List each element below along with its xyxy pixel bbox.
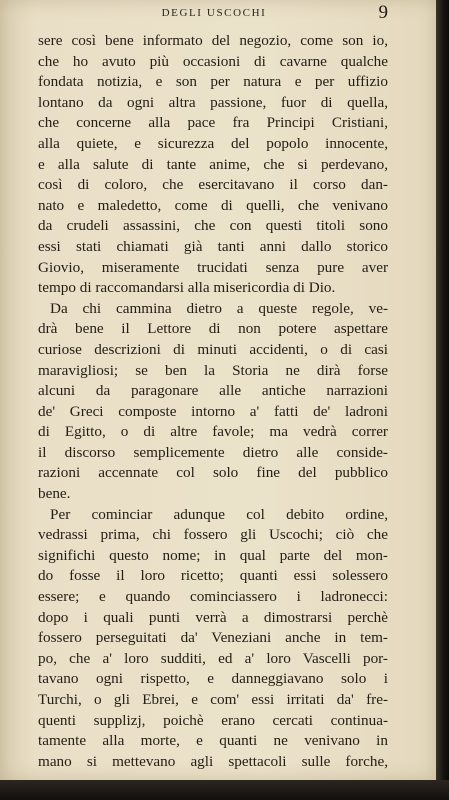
- text-line: Per cominciar adunque col debito ordine,: [50, 505, 388, 523]
- paragraph: [38, 505, 388, 773]
- page-bottom-shadow: [0, 780, 449, 800]
- text-line: maravigliosi; se ben la Storia ne dirà forse: [38, 361, 388, 379]
- text-line: dopo i quali punti verrà a dimostrarsi perchè: [38, 608, 388, 626]
- text-line: nato e maledetto, come di quelli, che venivano: [38, 196, 388, 214]
- text-line: da crudeli assassini, che con questi titoli sono: [38, 217, 388, 235]
- text-line: fondata notizia, e son per natura e per uffizio: [38, 73, 388, 91]
- text-line: quenti supplizj, poichè erano cercati continua-: [38, 711, 388, 729]
- text-line: razioni accennate col solo fine del pubblico: [38, 464, 388, 482]
- text-line: mano si mettevano agli spettacoli sulle forche,: [38, 752, 388, 770]
- text-line: Turchi, o gli Ebrei, e com' essi irritati da' fre-: [38, 691, 388, 708]
- text-line: tavano ogni rispetto, e danneggiavano solo i: [38, 670, 388, 688]
- text-line: il discorso semplicemente dietro alle conside-: [38, 443, 388, 461]
- paragraph: [38, 299, 388, 505]
- text-line: alla quiete, e sicurezza del popolo innocente,: [38, 134, 388, 152]
- body-text: [38, 31, 388, 772]
- text-line: sere così bene informato del negozio, come son io,: [38, 32, 388, 49]
- text-line: vedrassi prima, chi fossero gli Uscochi; ciò che: [38, 526, 388, 544]
- book-spine-shadow: [436, 0, 449, 800]
- text-line: do fosse il loro ricetto; quanti essi solessero: [38, 567, 388, 585]
- page-header: [40, 4, 388, 30]
- text-line: Giovio, miseramente trucidati senza pure aver: [38, 258, 388, 276]
- text-line: che concerne alla pace fra Principi Cristiani,: [38, 114, 388, 132]
- text-line: po, che a' loro sudditi, ed a' loro Vascelli por-: [38, 649, 388, 667]
- text-line: lontano da ogni altra passione, fuor di quella,: [38, 93, 388, 111]
- text-line: significhi questo nome; in qual parte del mon-: [38, 546, 388, 564]
- text-line: di Egitto, o di altre favole; ma vedrà correr: [38, 423, 388, 441]
- running-title: DEGLI USCOCHI: [161, 7, 267, 19]
- text-line: drà bene il Lettore di non potere aspettare: [38, 320, 388, 338]
- text-line: curiose descrizioni di minuti accidenti, o di casi: [38, 340, 388, 358]
- text-line: essere; e quando cominciassero i ladronecci:: [38, 588, 388, 606]
- text-line: alcuni da paragonare alle antiche narrazioni: [38, 382, 388, 400]
- text-line: Da chi cammina dietro a queste regole, ve-: [50, 299, 388, 317]
- page-number: 9: [378, 2, 388, 23]
- text-line: così di coloro, che esercitavano il corso dan-: [38, 176, 388, 194]
- text-line: de' Greci composte intorno a' fatti de' ladroni: [38, 402, 388, 420]
- text-line: bene.: [38, 485, 71, 503]
- text-line: fossero perseguitati da' Veneziani anche in tem-: [38, 629, 388, 647]
- text-line: essi stati chiamati già tanti anni dallo storico: [38, 237, 388, 255]
- text-line: tamente alla morte, e quanti ne venivano in: [38, 732, 388, 750]
- text-line: tempo di raccomandarsi alla misericordia di Dio.: [38, 279, 336, 297]
- paragraph: [38, 31, 388, 299]
- text-line: e alla salute di tante anime, che si perdevano,: [38, 155, 388, 173]
- text-line: che ho avuto più occasioni di cavarne qualche: [38, 52, 388, 70]
